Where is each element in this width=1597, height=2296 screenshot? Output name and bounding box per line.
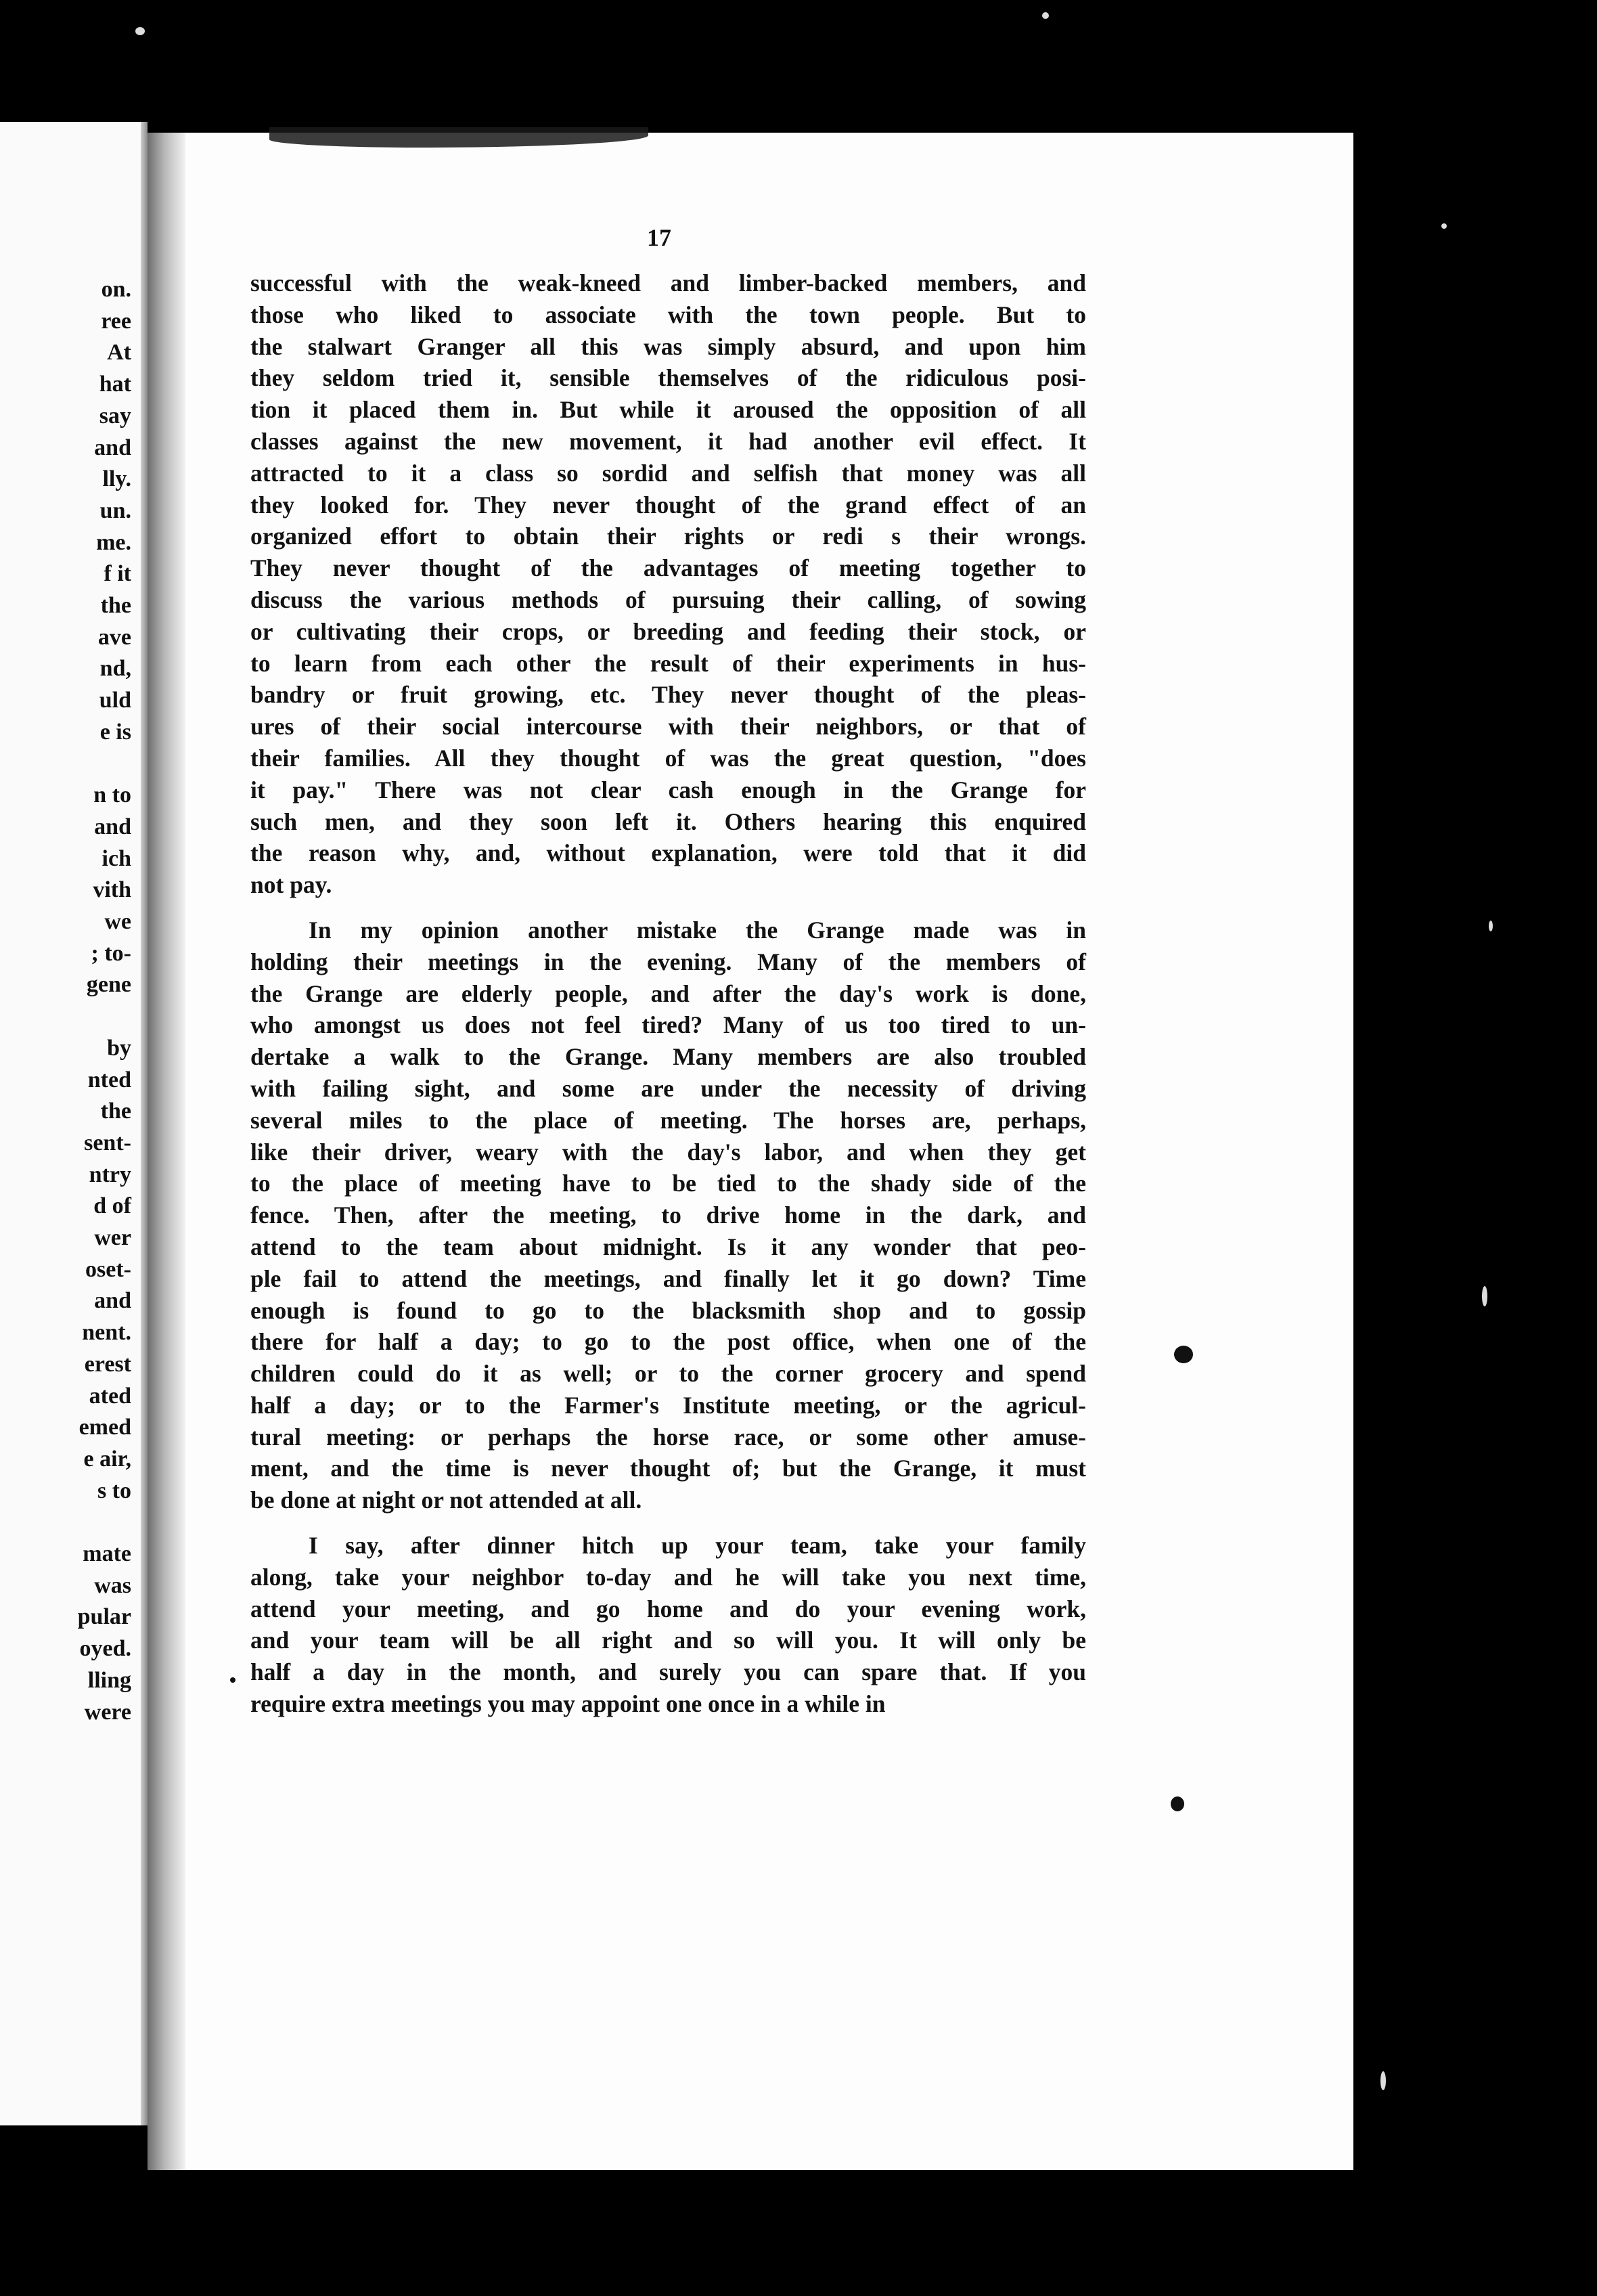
previous-page-line: lly. [102,466,131,492]
ink-blot [1171,1796,1184,1811]
previous-page-line: At [107,340,131,366]
text-line: In my opinion another mistake the Grange made was in [309,916,1086,944]
paragraph [250,914,1086,1516]
binding-shadow [148,133,185,2170]
previous-page-line: say [99,403,131,428]
text-line: attracted to it a class so sordid and selfish that money was all [250,459,1086,487]
text-line: they looked for. They never thought of the grand effect of an [250,491,1086,518]
text-line: enough is found to go to the blacksmith shop and to gossip [250,1296,1086,1324]
text-line: there for half a day; to go to the post office, when one of the [250,1328,1086,1356]
text-line: their families. All they thought of was the great question, "does [250,744,1086,772]
text-line: be done at night or not attended at all. [250,1486,642,1514]
dust-speck [1441,223,1447,229]
text-line: ple fail to attend the meetings, and finally let it go down? Time [250,1264,1086,1292]
previous-page-line: f it [104,561,131,587]
text-line: to learn from each other the result of their experiments in hus- [250,649,1086,677]
previous-page-line: ich [102,845,131,871]
text-line: ment, and the time is never thought of; but the Grange, it must [250,1455,1086,1482]
previous-page-line: hat [99,372,131,397]
dust-speck [135,27,145,35]
text-line: ures of their social intercourse with their neighbors, or that of [250,713,1086,741]
previous-page-line: ntry [89,1162,131,1187]
text-line: those who liked to associate with the town people. But to [250,301,1086,328]
previous-page-line: me. [96,529,131,555]
torn-edge [269,127,648,148]
previous-page-line: by [107,1035,131,1061]
previous-page-strip [0,122,148,2125]
previous-page-line: n to [93,782,131,808]
text-line: tion it placed them in. But while it aroused the opposition of all [250,396,1086,424]
text-line: I say, after dinner hitch up your team, take your family [309,1532,1086,1560]
body-text [250,267,1086,1720]
text-line: the reason why, and, without explanation, were told that it did [250,839,1086,867]
previous-page-line: ave [97,624,131,650]
previous-page-line: sent- [84,1130,131,1155]
previous-page-line: on. [101,277,131,302]
text-line: children could do it as well; or to the corner grocery and spend [250,1360,1086,1388]
previous-page-line: ated [89,1383,131,1409]
text-line: the stalwart Granger all this was simply absurd, and upon him [250,332,1086,360]
text-line: who amongst us does not feel tired? Many of us too tired to un- [250,1011,1086,1039]
dust-speck [1482,1286,1487,1306]
text-line: not pay. [250,871,332,899]
previous-page-line: un. [99,498,131,523]
previous-page-line: and [94,1288,131,1314]
previous-page-line: uld [99,688,131,713]
text-line: half a day in the month, and surely you can spare that. If you [250,1658,1086,1686]
previous-page-line: oset- [85,1256,131,1282]
text-line: holding their meetings in the evening. Many of the members of [250,948,1086,975]
text-line: they seldom tried it, sensible themselves of the ridiculous posi- [250,364,1086,392]
dust-speck [1380,2071,1386,2090]
previous-page-line: e air, [83,1446,131,1472]
previous-page-line: oyed. [79,1636,131,1662]
text-line: fence. Then, after the meeting, to drive home in the dark, and [250,1201,1086,1229]
paragraph [250,1530,1086,1720]
dust-speck [1489,921,1493,931]
text-line: attend to the team about midnight. Is it any wonder that peo- [250,1233,1086,1260]
text-line: and your team will be all right and so will you. It will only be [250,1627,1086,1654]
previous-page-line: lling [87,1667,131,1693]
previous-page-line: nd, [99,656,131,682]
previous-page-line: e is [99,719,131,745]
text-line: organized effort to obtain their rights or redi s their wrongs. [250,523,1086,550]
text-line: half a day; or to the Farmer's Institute meeting, or the agricul- [250,1391,1086,1419]
previous-page-line: vith [93,877,131,903]
ink-blot [1174,1346,1193,1363]
previous-page-line: s to [97,1478,131,1503]
previous-page-line: were [84,1699,131,1725]
dust-speck [1042,12,1049,19]
text-line: it pay." There was not clear cash enough in the Grange for [250,776,1086,803]
text-line: along, take your neighbor to-day and he will take you next time, [250,1563,1086,1591]
text-line: to the place of meeting have to be tied to the shady side of the [250,1170,1086,1197]
page-number: 17 [647,224,671,251]
text-line: classes against the new movement, it had another evil effect. It [250,427,1086,455]
previous-page-line: ree [101,308,131,334]
text-line: such men, and they soon left it. Others hearing this enquired [250,808,1086,835]
previous-page-line: erest [84,1351,131,1377]
text-line: dertake a walk to the Grange. Many members are also troubled [250,1043,1086,1071]
text-line: bandry or fruit growing, etc. They never thought of the pleas- [250,681,1086,709]
text-line: They never thought of the advantages of meeting together to [250,554,1086,582]
text-line: or cultivating their crops, or breeding and feeding their stock, or [250,617,1086,645]
previous-page-line: gene [86,972,131,998]
previous-page-line: and [94,814,131,839]
previous-page-line: the [100,1099,131,1124]
previous-page-gutter [141,122,148,2125]
text-line: tural meeting: or perhaps the horse race, or some other amuse- [250,1423,1086,1451]
previous-page-line: nent. [82,1320,131,1346]
text-line: several miles to the place of meeting. The horses are, perhaps, [250,1106,1086,1134]
ink-blot [230,1677,235,1683]
text-line: the Grange are elderly people, and after the day's work is done, [250,979,1086,1007]
previous-page-line: d of [93,1193,131,1219]
previous-page-line: ; to- [91,940,131,966]
paragraph [250,267,1086,901]
previous-page-line: we [104,909,131,934]
previous-page-line: mate [83,1541,131,1566]
previous-page-line: emed [78,1415,131,1440]
previous-page-line: pular [77,1604,131,1630]
previous-page-line: wer [94,1225,131,1250]
previous-page-line: nted [87,1067,131,1092]
text-line: like their driver, weary with the day's labor, and when they get [250,1138,1086,1166]
text-line: require extra meetings you may appoint one once in a while in [250,1690,886,1718]
previous-page-line: the [100,593,131,618]
previous-page-line: and [94,435,131,460]
previous-page-line: was [94,1572,131,1598]
text-line: attend your meeting, and go home and do your evening work, [250,1595,1086,1622]
text-line: discuss the various methods of pursuing their calling, of sowing [250,586,1086,613]
text-line: successful with the weak-kneed and limber-backed members, and [250,269,1086,296]
text-line: with failing sight, and some are under the necessity of driving [250,1074,1086,1102]
